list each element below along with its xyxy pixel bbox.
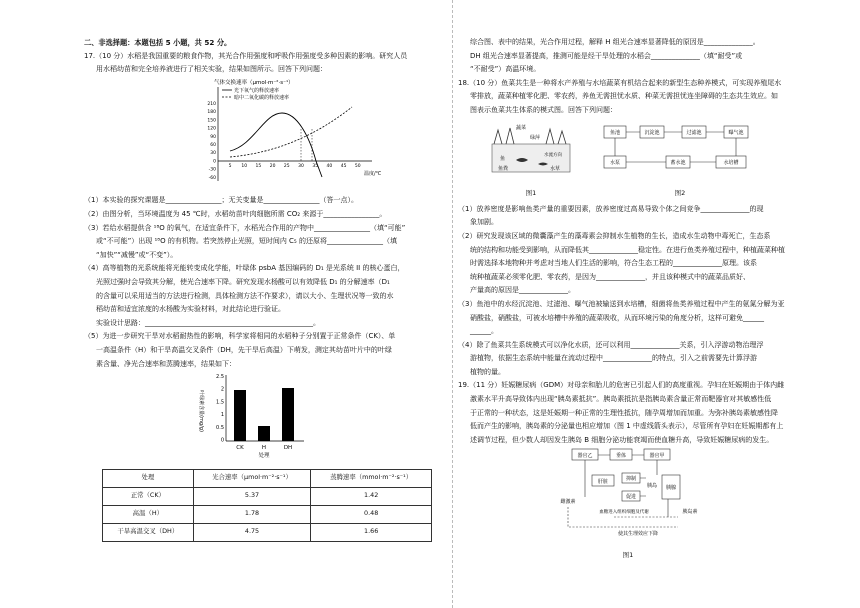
- q18-s4b: 游植物，依据生态系统中能量在流动过程中______________的特点，引入之前需要先计算浮游: [470, 354, 757, 363]
- bar-y-tick-label: 1: [220, 412, 224, 419]
- bar-y-tick-label: 2.5: [216, 374, 224, 381]
- fig2-box-sediment: 沉淀池: [644, 129, 660, 136]
- q19-intro-2: 激素水平升高导致体内出现“胰岛素抵抗”。胰岛素抵抗是指胰岛素含量正常而靶器官对其敏感性低: [470, 395, 772, 404]
- table-row: 正常（CK） 5.37 1.42: [103, 487, 432, 505]
- y-tick-label: 0: [213, 159, 216, 165]
- bar-xlabel: 处理: [258, 453, 270, 460]
- q18-s1a: （1）放养密度是影响鱼类产量的重要因素，放养密度过高易导致个体之间竞争______________的现: [458, 204, 764, 213]
- bar-y-tick-label: 1.5: [216, 399, 224, 406]
- table-header: 蒸腾速率（mmol·m⁻²·s⁻¹）: [311, 469, 432, 487]
- q19-intro-1: 19.（11 分）妊娠糖尿病（GDM）对母亲和胎儿的危害已引起人们的高度重视。孕妇在妊娠期由于体内雌: [458, 381, 785, 390]
- q18-s4c: 植物的量。: [470, 367, 505, 376]
- fig2-box-hydroponic: 水培槽: [723, 159, 739, 166]
- q18-intro-1: 18.（10 分）鱼菜共生是一种将水产养殖与水培蔬菜有机结合起来的新型生态种养模式，可实现养殖尾水: [458, 78, 782, 87]
- bar-y-tick-label: 2: [220, 386, 224, 393]
- fig3-box-promote: 促进: [625, 494, 637, 501]
- q18-s3b: 硝酸盐，硝酸盐，可被水培槽中养殖的蔬菜吸收，从而环境污染的角度分析，这样可避免______: [470, 313, 764, 322]
- chart-ylabel: 气体交换速率（μmol·m⁻²·s⁻¹）: [214, 79, 294, 86]
- q19-intro-5: 述调节过程，但少数人却因发生胰岛 B 细胞分泌功能衰竭而使血糖升高，导致妊娠糖尿病的发生。: [470, 435, 774, 444]
- q18-s2c: 时需选择本地物种并考虑对当地人们生活的影响，符合生态工程的______________原理。该系: [470, 259, 757, 268]
- fig1-label-vegetable: 蔬菜: [516, 124, 527, 131]
- q17-s1: （1）本实验的探究课题是________________；无关变量是________________（答一点）。: [84, 196, 358, 205]
- q17-s4a: （4）高等植物的光系统能将光能转变成化学能，叶绿体 psbA 基因编码的 D₁ 是光系统 II 的核心蛋白，: [84, 264, 405, 273]
- q17-s3b: 或“不可能”）出现 ¹⁸O 的有机物。若突然停止光照，短时间内 C₅ 的还原将________________（填: [96, 237, 397, 246]
- section-title: 二、非选择题：本题包括 5 小题，共 52 分。: [84, 38, 232, 47]
- fig3-caption: 图1: [622, 551, 634, 560]
- y-tick-label: 30: [210, 150, 216, 156]
- y-tick-label: 120: [207, 126, 216, 132]
- fig3-box-pituitary: 垂体: [615, 453, 627, 460]
- q19-intro-4: 低而产生的影响，胰岛素的分泌量也相应增加（图 1 中虚线箭头表示），尽管所有孕妇在妊娠期都有上: [470, 422, 784, 431]
- table-header: 处理: [103, 469, 194, 487]
- q17-s3a: （3）若给水稻提供含 ¹⁸O 的氧气，在适宜条件下，水稻光合作用的产物中________________（填“可能”: [84, 223, 406, 232]
- q18-s2a: （2）研究发现该区域的微囊藻产生的藻毒素会抑制水生植物的生长，造成水生动物中毒死亡，生态系: [458, 231, 771, 240]
- bar-label-ck: CK: [236, 445, 244, 452]
- y-tick-label: 90: [210, 134, 216, 140]
- bar-ck: [234, 390, 246, 441]
- q18-intro-2: 零排放，蔬菜种植零化肥、零农药，养鱼无需担忧水质、种菜无需担忧连坐障碍的生态共生效应。如: [470, 92, 778, 101]
- q17-s5b: 一高温条件（H）和干旱高温交叉条件（DH，先干旱后高温）下萌发，测定其幼苗叶片中的叶绿: [96, 345, 392, 354]
- fig2-box-aeration: 曝气池: [728, 129, 744, 136]
- bar-label-h: H: [261, 445, 267, 452]
- fig3-box-inhibit: 抑制: [625, 476, 637, 483]
- fig3-label-effect: 使其生理效应下降: [617, 531, 659, 538]
- table-row: 干旱高温交叉（DH） 4.75 1.66: [103, 523, 432, 541]
- fig3-label-insulin: 胰岛素: [682, 509, 698, 516]
- q17-s3c: “加快”“减慢”或“不变”）。: [96, 250, 178, 259]
- q18-s2b: 统的结构和功能受到影响，从而降低其______________稳定性。在进行鱼类养殖过程中，种植蔬菜种植: [470, 245, 785, 254]
- q19-figure: [538, 447, 788, 562]
- q18-s1b: 象加剧。: [470, 218, 498, 227]
- x-tick-label: 10: [241, 163, 248, 169]
- bar-h: [258, 426, 270, 441]
- q17-intro-1: 17.（10 分）水稻是我国重要的粮食作物，其光合作用强度和呼吸作用强度受多种因素的影响。研究人员: [84, 51, 408, 60]
- bar-y-tick-label: 0.5: [216, 424, 224, 431]
- fig2-box-filter: 过滤池: [686, 129, 702, 136]
- x-tick-label: 30: [298, 163, 304, 169]
- fig1-caption: 图1: [525, 189, 537, 198]
- q17-line-chart: [194, 77, 444, 195]
- q17-cont-2: DH 组光合速率显著提高，推测可能是经干旱处理的水稻会______________（填“耐受”或: [470, 51, 743, 60]
- x-tick-label: 5: [228, 163, 232, 169]
- fig2-box-fishpond: 鱼池: [609, 129, 621, 136]
- x-tick-label: 20: [269, 163, 276, 169]
- fig1-label-feces: 鱼粪: [498, 165, 509, 172]
- fig2-box-reservoir: 蓄水池: [670, 159, 686, 166]
- bar-label-dh: DH: [283, 445, 293, 452]
- fig3-box-liver: 肝脏: [597, 479, 609, 486]
- fig2-caption: 图2: [674, 189, 686, 198]
- left-column: [84, 36, 444, 542]
- q18-figure-1: [486, 120, 576, 201]
- fig1-label-weed: 水草: [550, 165, 561, 172]
- y-tick-label: 60: [210, 142, 216, 148]
- q18-s2e: 产量高的原因是______________。: [470, 286, 575, 295]
- q17-cont-1: 综合图、表中的结果，光合作用过程，解释 H 组光合速率显著降低的原因是______________。: [470, 38, 760, 46]
- q17-s5c: 素含量、净光合速率和蒸腾速率，结果如下：: [96, 359, 236, 368]
- q17-cont-3: “不耐受”）高温环境。: [470, 65, 541, 74]
- x-tick-label: 50: [354, 163, 361, 169]
- fig3-box-organ-b: 器官乙: [577, 453, 593, 460]
- co2-curve: [230, 107, 352, 157]
- fig3-label-glucose: 血糖进入组织细胞及代谢: [599, 510, 649, 516]
- x-tick-label: 35: [312, 163, 319, 169]
- fig1-label-duckweed: 绿萍: [530, 134, 541, 141]
- x-tick-label: 15: [255, 163, 262, 169]
- y-tick-label: 150: [207, 118, 216, 124]
- q17-s4b: 光照过强时会导致其分解，使光合速率下降。研究发现水杨酸可以有效降低 D₁ 的分解速率（D₁: [96, 277, 390, 286]
- bar-ylabel: 叶绿素含量(mg/g): [198, 390, 204, 432]
- q17-s4c: 的含量可以采用适当的方法进行检测，具体检测方法不作要求），请以大小、生理状况等一致的水: [96, 291, 394, 300]
- table-header: 光合速率（μmol·m⁻²·s⁻¹）: [193, 469, 311, 487]
- q17-bar-chart: [194, 371, 444, 465]
- right-column: [458, 36, 788, 563]
- fig2-box-pump: 水泵: [609, 159, 621, 166]
- q17-s4d: 稻幼苗和适宜浓度的水杨酸为实验材料，对此结论进行验证。: [96, 305, 285, 314]
- fig3-box-organ-a: 器官甲: [649, 453, 665, 460]
- fig1-label-fish: 鱼: [500, 155, 506, 162]
- fig3-label-estrogen: 雌激素: [560, 499, 576, 506]
- x-tick-label: 40: [326, 163, 333, 169]
- legend-1: 光下氧气的释放速率: [234, 87, 280, 94]
- q18-s3c: ______。: [470, 327, 498, 336]
- x-tick-label: 25: [283, 163, 290, 169]
- y-tick-label: -30: [208, 167, 216, 173]
- column-divider: [452, 0, 453, 608]
- fig3-box-islet: 胰岛: [646, 483, 658, 490]
- q17-s4e: 实验设计思路：________________________________________________。: [96, 318, 320, 327]
- fig1-label-flow: 水流方向: [544, 152, 562, 158]
- q17-s5a: （5）为进一步研究干旱对水稻耐热性的影响，科学家将相同的水稻种子分别置于正常条件（CK）、单: [84, 332, 396, 341]
- bar-dh: [282, 388, 294, 441]
- legend-2: 暗中二氧化碳的释放速率: [234, 94, 290, 101]
- fig3-box-pancreas: 胰腺: [665, 485, 677, 492]
- y-tick-label: 180: [207, 109, 216, 115]
- q18-s4a: （4）除了鱼菜共生系统模式可以净化水质，还可以利用______________关系，引入浮游动物治理浮: [458, 340, 764, 349]
- q19-intro-3: 于正常的一种状态，这是妊娠期一种正常的生理性抵抗，随孕周增加而加重。为弥补胰岛素敏感性降: [470, 408, 778, 417]
- q18-intro-3: 图表示鱼菜共生体系的模式图。回答下列问题：: [470, 105, 617, 114]
- q18-figure-2: [600, 120, 760, 201]
- y-tick-label: -60: [208, 175, 216, 181]
- q18-figures: [458, 120, 788, 201]
- chart-xlabel: 温度/℃: [364, 170, 382, 177]
- x-tick-label: 45: [340, 163, 347, 169]
- q18-s3a: （3）鱼池中的水经沉淀池、过滤池、曝气池被输送到水培槽，细菌将鱼类养殖过程中产生的氨氮分解为亚: [458, 299, 785, 308]
- q17-intro-2: 用水稻幼苗和完全培养液进行了相关实验，结果如图所示。回答下列问题：: [96, 65, 327, 74]
- y-tick-label: 210: [207, 101, 216, 107]
- table-row: 高温（H） 1.78 0.48: [103, 505, 432, 523]
- bar-y-tick-label: 0: [220, 437, 224, 444]
- results-table: [102, 469, 432, 542]
- q18-s2d: 统种植蔬菜必须零化肥、零农药，是因为______________，并且该种模式中的蔬菜品质好、: [470, 272, 750, 281]
- q17-s2: （2）由图分析，当环境温度为 45 ℃时，水稻幼苗叶肉细胞所需 CO₂ 来源于________________。: [84, 209, 387, 218]
